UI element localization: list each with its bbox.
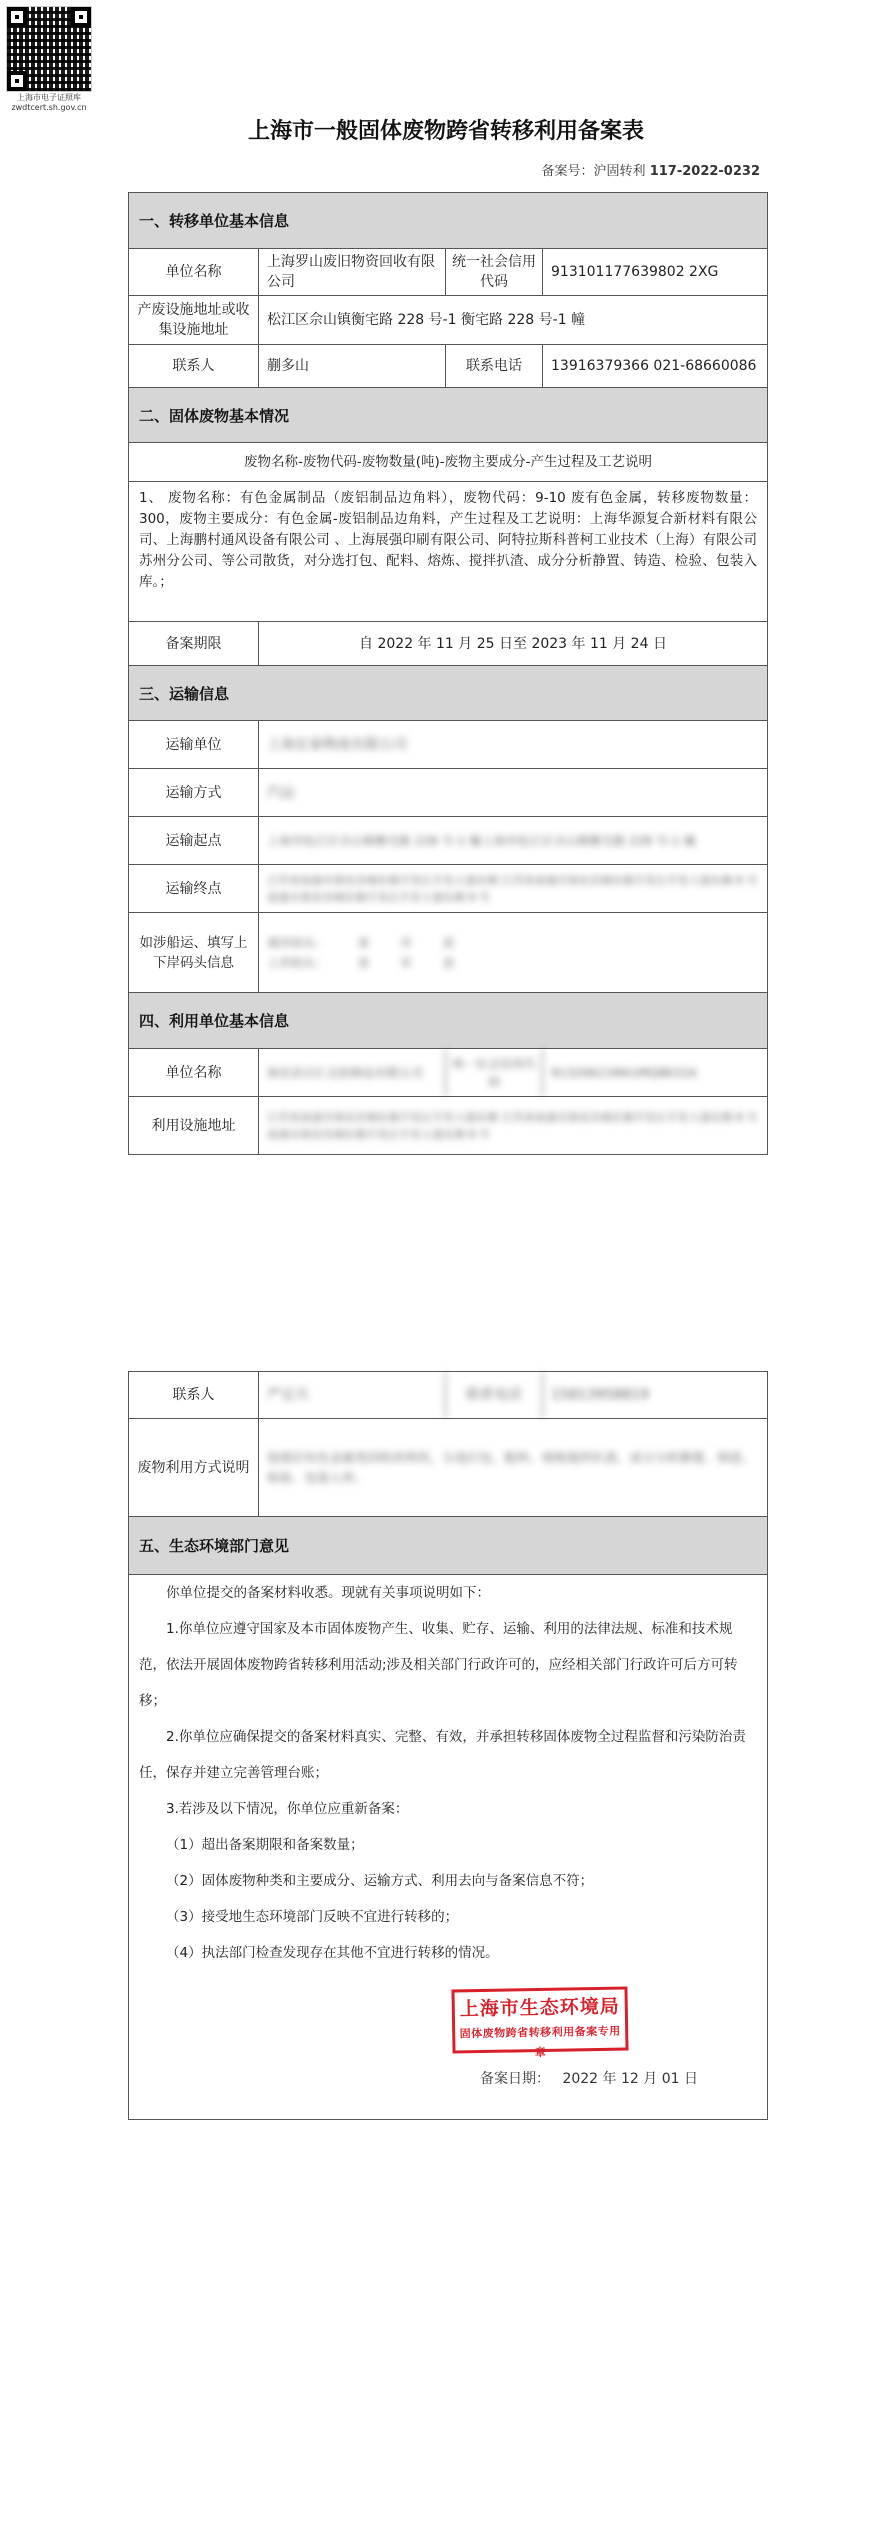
ship-arrival: 上岸码头： 省 市 县 <box>267 955 455 970</box>
opinion-item-3: （3）接受地生态环境部门反映不宜进行转移的； <box>166 1909 459 1925</box>
waste-description: 1、 废物名称：有色金属制品（废铝制品边角料），废物代码：9-10 废有色金属，转移废物数量：300，废物主要成分：有色金属-废铝制品边角料，产生过程及工艺说明：上海华源复合新材料有限公司、上海鹏村通风设备有限公司 、上海展强印刷有限公司、阿特拉斯科普柯工业技术（上海）有限公司苏州分公司、等公司散货，对分选打包、配料、熔炼、搅拌扒渣、成分分析静置、铸造、检验、包装入库。； <box>139 490 757 590</box>
waste-subheader: 废物名称-废物代码-废物数量(吨)-废物主要成分-产生过程及工艺说明 <box>243 454 653 470</box>
carrier-label: 运输单位 <box>129 721 259 768</box>
section-heading-waste-info: 二、固体废物基本情况 <box>129 387 767 442</box>
section-heading-receiver: 四、利用单位基本信息 <box>129 992 767 1048</box>
receiver-unit-name-label: 单位名称 <box>129 1049 259 1096</box>
credit-code-label: 统一社会信用代码 <box>445 249 543 295</box>
qr-caption-line2: zwdtcert.sh.gov.cn <box>11 103 87 112</box>
destination-label: 运输终点 <box>129 865 259 912</box>
receiver-facility-row <box>129 1096 767 1155</box>
opinion-intro: 你单位提交的备案材料收悉。现就有关事项说明如下： <box>166 1585 490 1601</box>
period-row <box>129 621 767 665</box>
opinion-body <box>129 1574 767 2119</box>
opinion-item-2: （2）固体废物种类和主要成分、运输方式、利用去向与备案信息不符； <box>166 1873 594 1889</box>
section-heading-opinion: 五、生态环境部门意见 <box>129 1516 767 1574</box>
record-number <box>542 160 760 179</box>
section-heading-transfer-unit: 一、转移单位基本信息 <box>129 193 767 248</box>
record-date <box>480 2068 698 2088</box>
waste-description-row <box>129 481 767 621</box>
unit-name-value: 上海罗山废旧物资回收有限公司 <box>267 254 435 290</box>
receiver-credit-code-value: 91320621MA1MQ8K22A <box>551 1065 698 1080</box>
opinion-text <box>129 1575 767 1971</box>
origin-value: 上海市松江区佘山镇衡宅路 228 号-1 幢上海市松江区佘山镇衡宅路 228 号-1 幢 <box>267 833 696 848</box>
ship-label: 如涉船运、填写上下岸码头信息 <box>129 913 259 992</box>
ship-value <box>259 913 767 992</box>
ship-departure: 离岸码头： 省 市 县 <box>267 935 455 950</box>
carrier-value: 上海宏泰物流有限公司 <box>267 736 407 753</box>
mode-label: 运输方式 <box>129 769 259 816</box>
receiver-unit-name-value: 海安县百汇达铝制品有限公司 <box>267 1065 424 1080</box>
waste-subheader-row <box>129 442 767 481</box>
receiver-method-label: 废物利用方式说明 <box>129 1419 259 1516</box>
document-title: 上海市一般固体废物跨省转移利用备案表 <box>247 119 644 144</box>
receiver-unit-row <box>129 1048 767 1096</box>
period-value: 自 2022 年 11 月 25 日至 2023 年 11 月 24 日 <box>359 635 667 652</box>
qr-caption-line1: 上海市电子证照库 <box>17 93 81 102</box>
facility-address-label: 产废设施地址或收集设施地址 <box>129 296 259 344</box>
receiver-credit-code-label: 统一社会信用代码 <box>445 1049 543 1096</box>
receiver-phone-label: 联系电话 <box>445 1372 543 1418</box>
receiver-facility-label: 利用设施地址 <box>129 1097 259 1155</box>
carrier-row <box>129 720 767 768</box>
opinion-paragraph-1: 1.你单位应遵守国家及本市固体废物产生、收集、贮存、运输、利用的法律法规、标准和技术规范，依法开展固体废物跨省转移利用活动;涉及相关部门行政许可的，应经相关部门行政许可后方可转移； <box>139 1621 738 1709</box>
receiver-contact-label: 联系人 <box>129 1372 259 1418</box>
transfer-unit-row <box>129 248 767 295</box>
contact-label: 联系人 <box>129 345 259 387</box>
mode-row <box>129 768 767 816</box>
record-date-label: 备案日期： <box>480 2071 550 2087</box>
seal-line-2: 固体废物跨省转移利用备案专用章 <box>459 2024 621 2060</box>
opinion-paragraph-2: 2.你单位应确保提交的备案材料真实、完整、有效，并承担转移固体废物全过程监督和污染防治责任，保存并建立完善管理台账； <box>139 1729 746 1781</box>
record-table-page2 <box>128 1371 768 2120</box>
transfer-contact-row <box>129 344 767 387</box>
destination-row <box>129 864 767 912</box>
facility-address-value: 松江区佘山镇衡宅路 228 号-1 衡宅路 228 号-1 幢 <box>267 312 586 328</box>
ship-row <box>129 912 767 992</box>
record-date-value: 2022 年 12 月 01 日 <box>562 2071 698 2087</box>
contact-value: 蒯多山 <box>267 358 309 374</box>
receiver-contact-value: 严定兵 <box>267 1387 309 1403</box>
qr-code <box>6 6 92 92</box>
opinion-item-4: （4）执法部门检查发现存在其他不宜进行转移的情况。 <box>166 1945 499 1961</box>
seal-line-1: 上海市生态环境局 <box>459 1995 620 2021</box>
record-number-value: 117-2022-0232 <box>649 164 760 179</box>
receiver-method-value: 按废旧有色金属类回收再利用，分选打包、配料、熔炼搅拌扒渣、成分分析静置、铸造、检验、包装入库。 <box>267 1449 755 1485</box>
destination-value: 江苏省南通市海安县城东镇开发区开发大道东侧 江苏省南通市海安县城东镇开发区开发大道东侧 8 号 南通市海安县城东镇开发区开发大道东侧 8 号 <box>267 873 758 904</box>
record-table-page1 <box>128 192 768 1155</box>
section-heading-transport: 三、运输信息 <box>129 665 767 720</box>
record-number-label: 备案号：沪固转利 <box>541 164 646 179</box>
receiver-phone-value: 15813958819 <box>551 1387 649 1403</box>
official-seal <box>451 1986 628 2060</box>
receiver-method-row <box>129 1418 767 1516</box>
credit-code-value: 913101177639802 2XG <box>551 264 719 280</box>
period-label: 备案期限 <box>129 622 259 665</box>
phone-label: 联系电话 <box>445 345 543 387</box>
unit-name-label: 单位名称 <box>129 249 259 295</box>
phone-value: 13916379366 021-68660086 <box>551 358 757 374</box>
mode-value: 汽运 <box>267 784 295 801</box>
opinion-item-1: （1）超出备案期限和备案数量； <box>166 1837 364 1853</box>
receiver-contact-row <box>129 1372 767 1418</box>
opinion-paragraph-3: 3.若涉及以下情况，你单位应重新备案： <box>166 1801 409 1817</box>
origin-label: 运输起点 <box>129 817 259 864</box>
facility-row <box>129 295 767 344</box>
receiver-facility-value: 江苏省南通市海安县城东镇开发区开发大道东侧 江苏省南通市海安县城东镇开发区开发大道东侧 8 号 南通市海安县城东镇开发区开发大道东侧 8 号 <box>267 1111 758 1141</box>
origin-row <box>129 816 767 864</box>
